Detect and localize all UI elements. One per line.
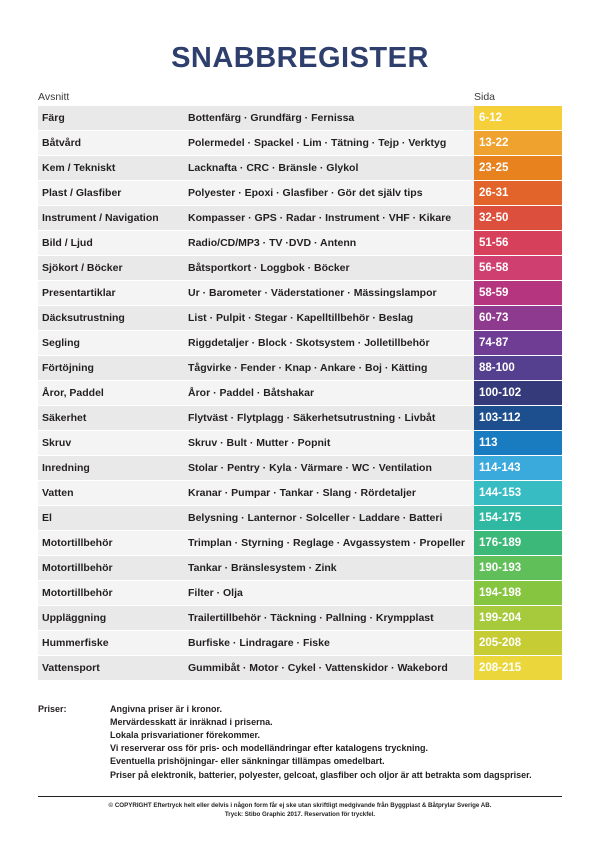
table-row[interactable] (38, 306, 562, 330)
column-header-section: Avsnitt (38, 91, 70, 103)
row-section-name: Båtvård (38, 131, 186, 155)
row-items-list: Filter · Olja (186, 581, 474, 605)
price-note-line: Lokala prisvariationer förekommer. (110, 730, 261, 741)
row-items-list: Skruv · Bult · Mutter · Popnit (186, 431, 474, 455)
row-page-range: 51-56 (474, 231, 562, 255)
table-row[interactable] (38, 556, 562, 580)
table-row[interactable] (38, 231, 562, 255)
row-page-range: 60-73 (474, 306, 562, 330)
table-row[interactable] (38, 581, 562, 605)
price-note-line: Mervärdesskatt är inräknad i priserna. (110, 716, 273, 727)
row-items-list: Riggdetaljer · Block · Skotsystem · Jolletillbehör (186, 331, 474, 355)
table-row[interactable] (38, 281, 562, 305)
column-header-page: Sida (474, 91, 496, 103)
price-notes (18, 681, 582, 782)
table-row[interactable] (38, 331, 562, 355)
row-page-range: 56-58 (474, 256, 562, 280)
price-note-line: Eventuella prishöjningar- eller sänkningar tillämpas omedelbart. (110, 756, 385, 767)
row-section-name: Motortillbehör (38, 531, 186, 555)
price-note-line: Angivna priser är i kronor. (110, 703, 223, 714)
row-section-name: Säkerhet (38, 406, 186, 430)
table-row[interactable] (38, 356, 562, 380)
row-page-range: 205-208 (474, 631, 562, 655)
row-section-name: Kem / Tekniskt (38, 156, 186, 180)
row-page-range: 6-12 (474, 106, 562, 130)
row-items-list: Flytväst · Flytplagg · Säkerhetsutrustning · Livbåt (186, 406, 474, 430)
row-section-name: Förtöjning (38, 356, 186, 380)
row-section-name: Åror, Paddel (38, 381, 186, 405)
row-page-range: 114-143 (474, 456, 562, 480)
index-table (18, 106, 582, 680)
row-page-range: 103-112 (474, 406, 562, 430)
table-row[interactable] (38, 181, 562, 205)
row-page-range: 26-31 (474, 181, 562, 205)
table-row[interactable] (38, 531, 562, 555)
row-items-list: List · Pulpit · Stegar · Kapelltillbehör · Beslag (186, 306, 474, 330)
footer-line-1: © COPYRIGHT Eftertryck helt eller delvis i någon form får ej ske utan skriftligt medgivande från Byggplast & Båtprylar Sverige AB. (108, 802, 492, 809)
table-row[interactable] (38, 206, 562, 230)
row-page-range: 144-153 (474, 481, 562, 505)
row-section-name: Motortillbehör (38, 556, 186, 580)
row-page-range: 194-198 (474, 581, 562, 605)
row-section-name: Motortillbehör (38, 581, 186, 605)
row-page-range: 32-50 (474, 206, 562, 230)
row-items-list: Kompasser · GPS · Radar · Instrument · VHF · Kikare (186, 206, 474, 230)
row-section-name: Vatten (38, 481, 186, 505)
table-row[interactable] (38, 131, 562, 155)
row-items-list: Polyester · Epoxi · Glasfiber · Gör det själv tips (186, 181, 474, 205)
row-items-list: Båtsportkort · Loggbok · Böcker (186, 256, 474, 280)
row-page-range: 100-102 (474, 381, 562, 405)
table-row[interactable] (38, 431, 562, 455)
table-row[interactable] (38, 256, 562, 280)
table-row[interactable] (38, 106, 562, 130)
row-page-range: 176-189 (474, 531, 562, 555)
table-row[interactable] (38, 381, 562, 405)
row-section-name: Segling (38, 331, 186, 355)
table-row[interactable] (38, 406, 562, 430)
row-section-name: Vattensport (38, 656, 186, 680)
row-section-name: Inredning (38, 456, 186, 480)
price-note-line: Vi reserverar oss för pris- och modelländringar efter katalogens tryckning. (110, 743, 428, 754)
table-header (18, 85, 582, 106)
row-items-list: Åror · Paddel · Båtshakar (186, 381, 474, 405)
row-page-range: 199-204 (474, 606, 562, 630)
table-row[interactable] (38, 631, 562, 655)
row-items-list: Gummibåt · Motor · Cykel · Vattenskidor · Wakebord (186, 656, 474, 680)
row-items-list: Polermedel · Spackel · Lim · Tätning · Tejp · Verktyg (186, 131, 474, 155)
row-items-list: Trailertillbehör · Täckning · Pallning · Krympplast (186, 606, 474, 630)
table-row[interactable] (38, 156, 562, 180)
row-page-range: 154-175 (474, 506, 562, 530)
row-page-range: 190-193 (474, 556, 562, 580)
row-page-range: 113 (474, 431, 562, 455)
row-section-name: Uppläggning (38, 606, 186, 630)
row-items-list: Trimplan · Styrning · Reglage · Avgassystem · Propeller (186, 531, 474, 555)
table-row[interactable] (38, 656, 562, 680)
row-section-name: Hummerfiske (38, 631, 186, 655)
row-section-name: Sjökort / Böcker (38, 256, 186, 280)
price-notes-label: Priser: (38, 703, 67, 714)
table-row[interactable] (38, 456, 562, 480)
price-note-line: Priser på elektronik, batterier, polyester, gelcoat, glasfiber och oljor är att betrakta som dagspriser. (110, 769, 532, 780)
row-page-range: 58-59 (474, 281, 562, 305)
row-section-name: Skruv (38, 431, 186, 455)
footer-copyright (38, 796, 562, 819)
row-items-list: Tankar · Bränslesystem · Zink (186, 556, 474, 580)
table-row[interactable] (38, 481, 562, 505)
row-items-list: Stolar · Pentry · Kyla · Värmare · WC · Ventilation (186, 456, 474, 480)
footer-line-2: Tryck: Stibo Graphic 2017. Reservation för tryckfel. (224, 811, 376, 818)
row-items-list: Lacknafta · CRC · Bränsle · Glykol (186, 156, 474, 180)
row-items-list: Burfiske · Lindragare · Fiske (186, 631, 474, 655)
row-section-name: Bild / Ljud (38, 231, 186, 255)
table-row[interactable] (38, 506, 562, 530)
row-page-range: 88-100 (474, 356, 562, 380)
row-items-list: Kranar · Pumpar · Tankar · Slang · Rördetaljer (186, 481, 474, 505)
row-page-range: 13-22 (474, 131, 562, 155)
row-section-name: El (38, 506, 186, 530)
row-page-range: 74-87 (474, 331, 562, 355)
table-row[interactable] (38, 606, 562, 630)
row-items-list: Bottenfärg · Grundfärg · Fernissa (186, 106, 474, 130)
row-section-name: Instrument / Navigation (38, 206, 186, 230)
price-notes-lines (110, 703, 562, 782)
page-title: SNABBREGISTER (171, 42, 429, 74)
row-items-list: Tågvirke · Fender · Knap · Ankare · Boj · Kätting (186, 356, 474, 380)
row-page-range: 23-25 (474, 156, 562, 180)
row-page-range: 208-215 (474, 656, 562, 680)
row-section-name: Färg (38, 106, 186, 130)
row-items-list: Radio/CD/MP3 · TV ·DVD · Antenn (186, 231, 474, 255)
row-section-name: Däcksutrustning (38, 306, 186, 330)
row-section-name: Plast / Glasfiber (38, 181, 186, 205)
row-section-name: Presentartiklar (38, 281, 186, 305)
row-items-list: Ur · Barometer · Väderstationer · Mässingslampor (186, 281, 474, 305)
row-items-list: Belysning · Lanternor · Solceller · Laddare · Batteri (186, 506, 474, 530)
